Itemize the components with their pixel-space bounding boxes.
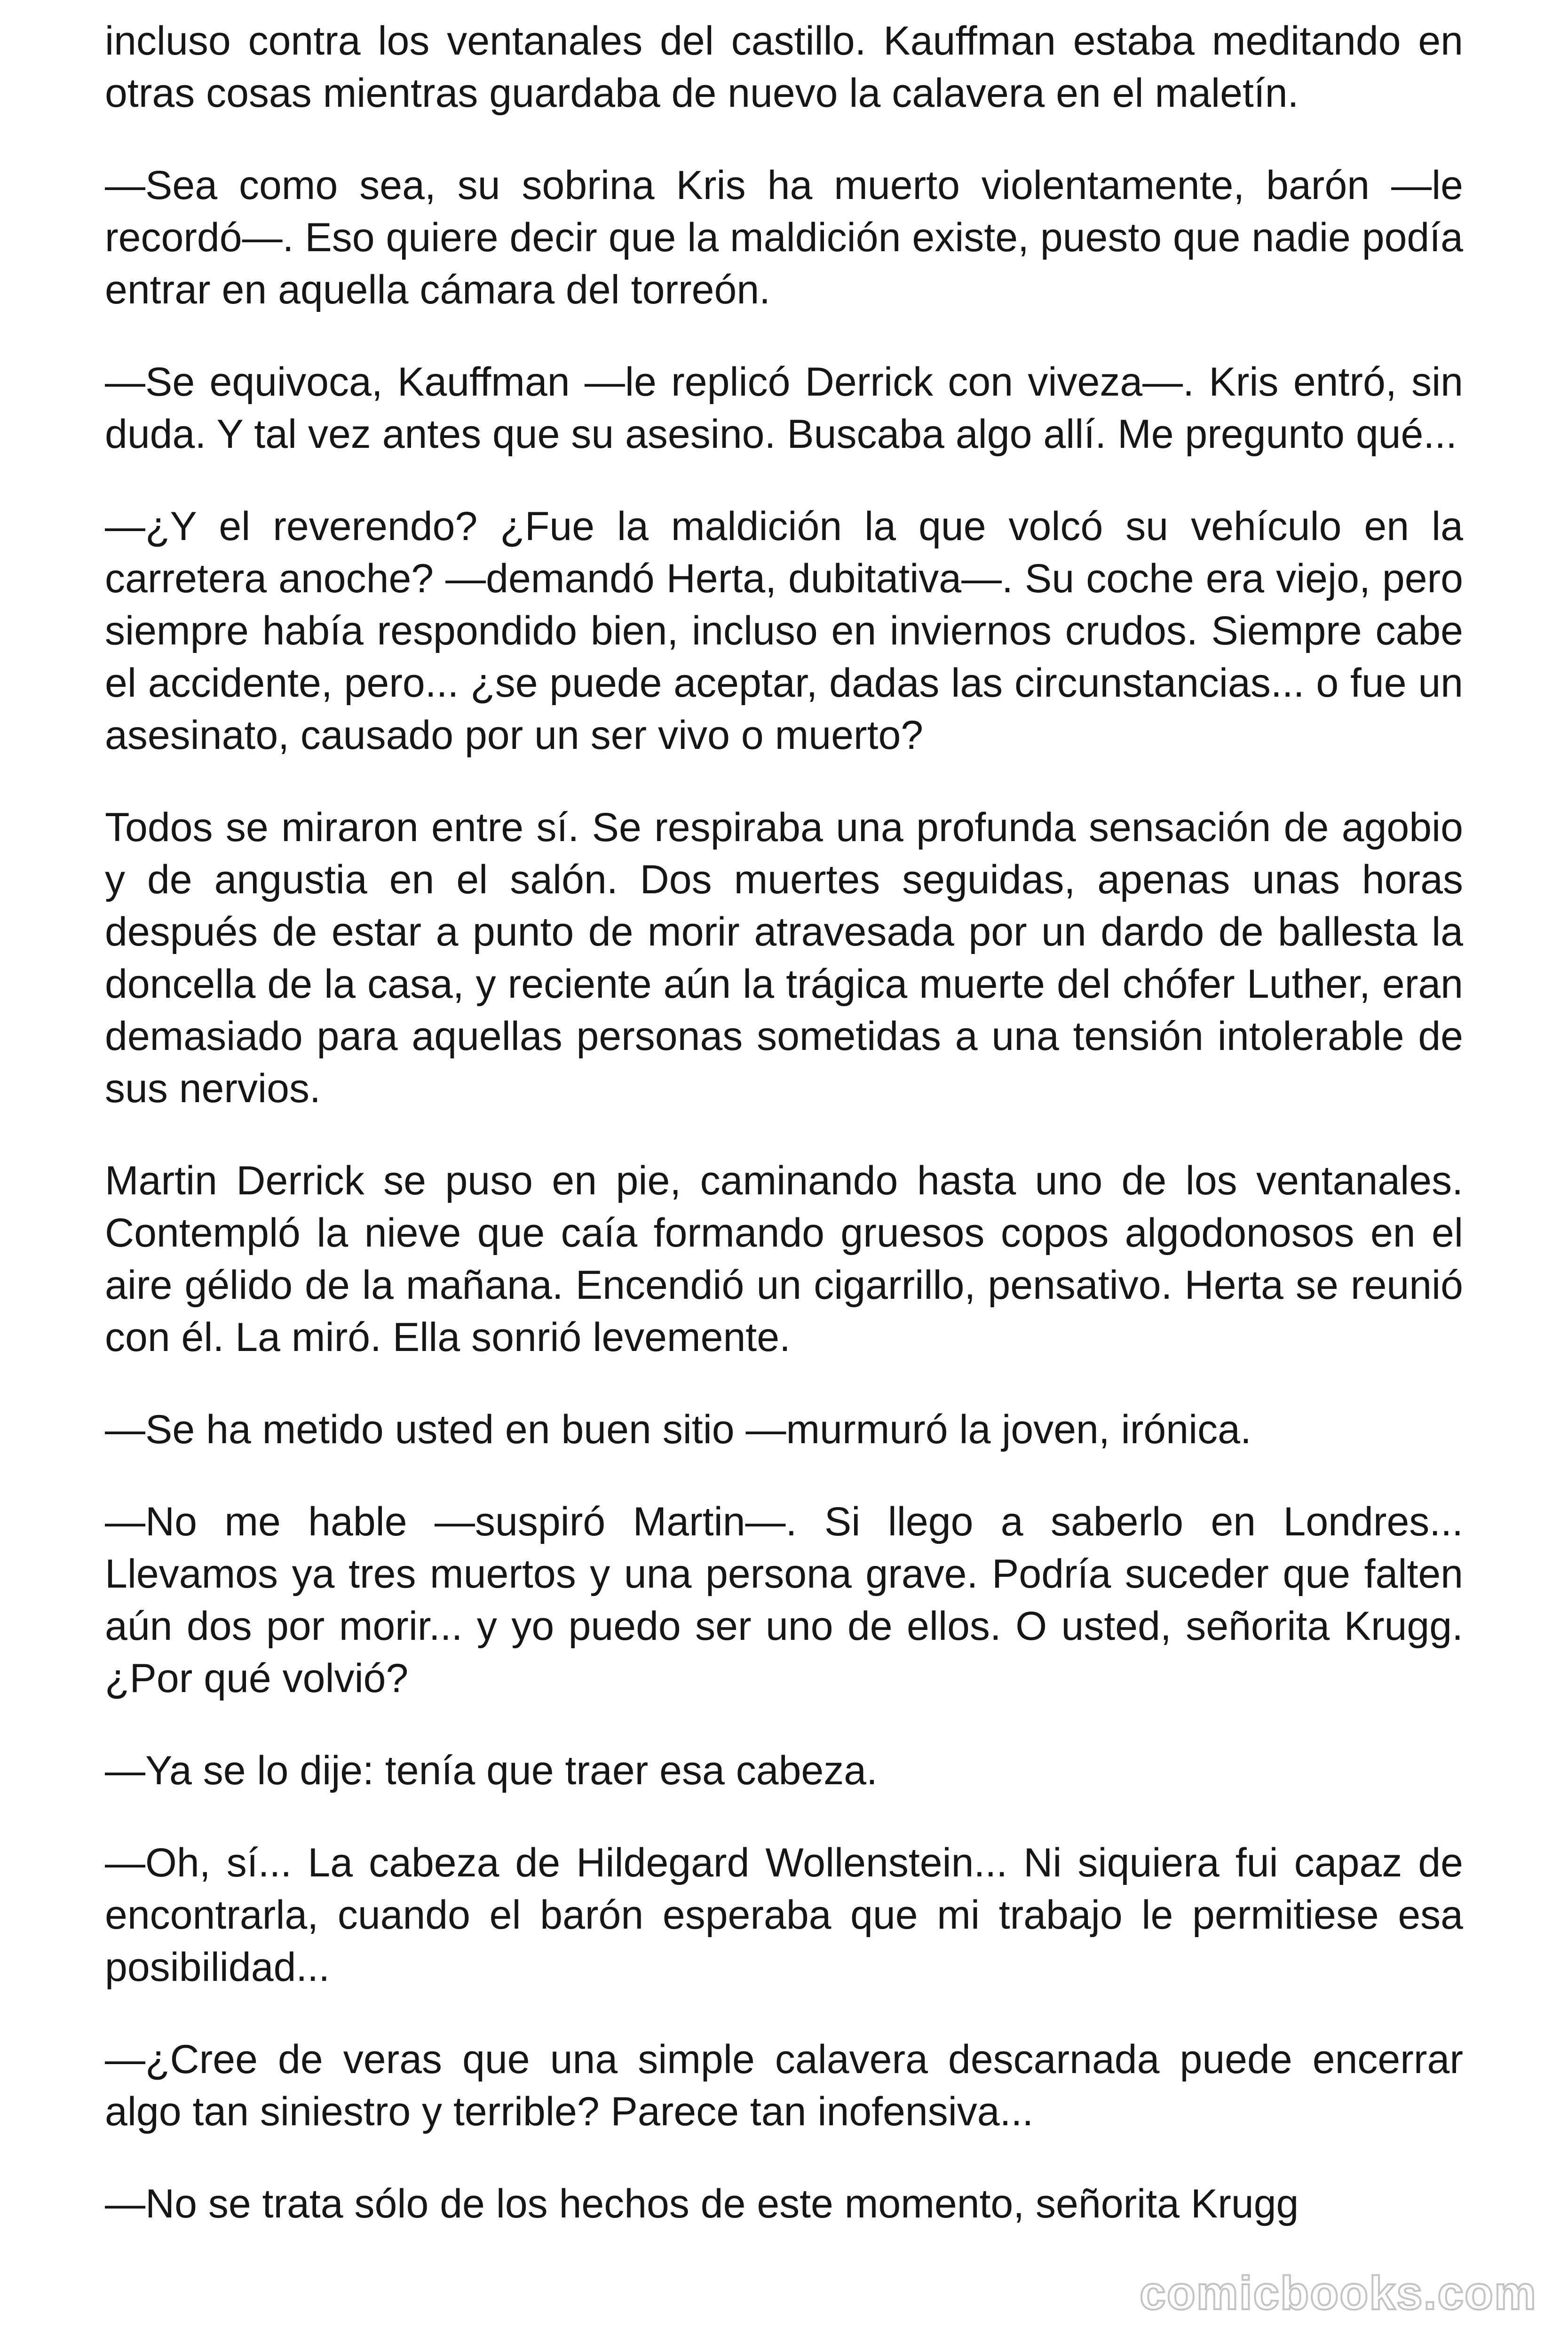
paragraph: —Ya se lo dije: tenía que traer esa cabeza. <box>105 1748 878 1793</box>
paragraph: —No se trata sólo de los hechos de este momento, señorita Krugg <box>105 2181 1299 2226</box>
watermark-logo: comicbooks.com <box>1140 2267 1537 2320</box>
paragraph: —Sea como sea, su sobrina Kris ha muerto violentamente, barón —le recordó—. Eso quiere decir que la maldición existe, puesto que nadie podía entrar en aquella cámara del torreón. <box>105 163 1463 312</box>
paragraph: incluso contra los ventanales del castillo. Kauffman estaba meditando en otras cosas mientras guardaba de nuevo la calavera en el maletín. <box>105 18 1463 116</box>
paragraph: —Se ha metido usted en buen sitio —murmuró la joven, irónica. <box>105 1407 1251 1452</box>
book-page-text <box>105 15 1463 2230</box>
paragraph: —No me hable —suspiró Martin—. Si llego a saberlo en Londres... Llevamos ya tres muertos y una persona grave. Podría suceder que falten aún dos por morir... y yo puedo ser uno de ellos. O usted, señorita Krugg. ¿Por qué volvió? <box>105 1499 1463 1701</box>
paragraph: —¿Cree de veras que una simple calavera descarnada puede encerrar algo tan siniestro y terrible? Parece tan inofensiva... <box>105 2037 1463 2134</box>
paragraph: —Oh, sí... La cabeza de Hildegard Wollenstein... Ni siquiera fui capaz de encontrarla, cuando el barón esperaba que mi trabajo le permitiese esa posibilidad... <box>105 1840 1463 1990</box>
paragraph: Martin Derrick se puso en pie, caminando hasta uno de los ventanales. Contempló la nieve que caía formando gruesos copos algodonosos en el aire gélido de la mañana. Encendió un cigarrillo, pensativo. Herta se reunió con él. La miró. Ella sonrió levemente. <box>105 1158 1463 1360</box>
paragraph: —Se equivoca, Kauffman —le replicó Derrick con viveza—. Kris entró, sin duda. Y tal vez antes que su asesino. Buscaba algo allí. Me pregunto qué... <box>105 359 1463 457</box>
paragraph: —¿Y el reverendo? ¿Fue la maldición la que volcó su vehículo en la carretera anoche? —demandó Herta, dubitativa—. Su coche era viejo, pero siempre había respondido bien, incluso en inviernos crudos. Siempre cabe el accidente, pero... ¿se puede aceptar, dadas las circunstancias... o fue un asesinato, causado por un ser vivo o muerto? <box>105 504 1463 758</box>
paragraph: Todos se miraron entre sí. Se respiraba una profunda sensación de agobio y de angustia en el salón. Dos muertes seguidas, apenas unas horas después de estar a punto de morir atravesada por un dardo de ballesta la doncella de la casa, y reciente aún la trágica muerte del chófer Luther, eran demasiado para aquellas personas sometidas a una tensión intolerable de sus nervios. <box>105 805 1463 1111</box>
